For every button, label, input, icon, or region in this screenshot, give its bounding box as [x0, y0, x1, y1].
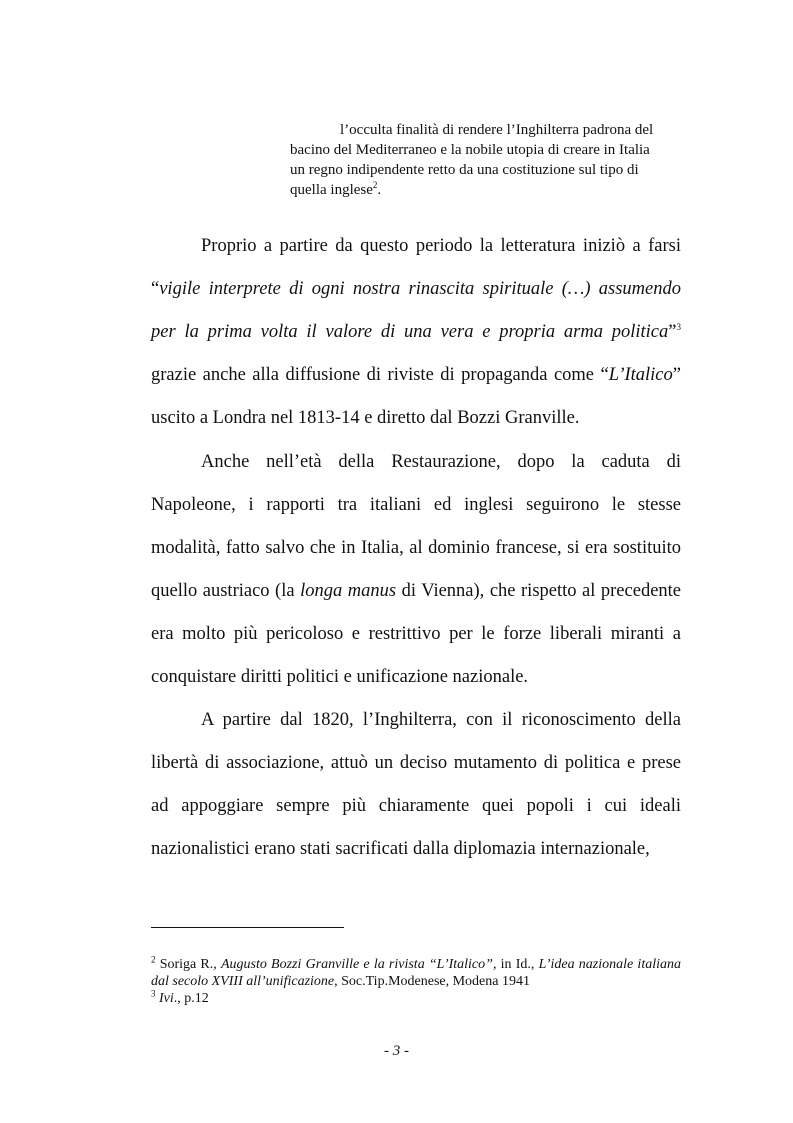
page-number: - 3 -: [384, 1043, 409, 1059]
p1-line-4: [151, 354, 681, 397]
p2-line-1-text: Anche nell’età della Restaurazione, dopo la caduta di: [201, 452, 681, 472]
p3-line-2: [151, 742, 681, 785]
footnote-2-number: 2: [151, 954, 156, 965]
p1-line-3: [151, 311, 681, 354]
p2-line-3-text: modalità, fatto salvo che in Italia, al dominio francese, si era sostituito: [151, 538, 681, 558]
p2-line-4-text: [151, 570, 681, 613]
paragraph-1: [151, 225, 681, 440]
p2-line-5-text: era molto più pericoloso e restrittivo per le forze liberali miranti a: [151, 624, 681, 644]
p1-line-4-a: grazie anche alla diffusione di riviste di propaganda come “: [151, 365, 609, 385]
open-quote: “: [151, 279, 160, 299]
quote-line-1: l’occulta finalità di rendere l’Inghilterra padrona del: [340, 122, 654, 138]
p1-line-3-text: [151, 311, 681, 354]
footnote-separator: [151, 927, 344, 928]
footnote-3-ivi: Ivi: [155, 991, 174, 1006]
close-quote: ”: [668, 322, 677, 342]
p2-line-2: [151, 484, 681, 527]
p1-line-1-text: Proprio a partire da questo periodo la letteratura iniziò a farsi: [201, 236, 681, 256]
footnote-3-number: 3: [151, 988, 156, 999]
quote-line-4: [290, 180, 680, 200]
p2-line-4-b: di Vienna), che rispetto al precedente: [396, 581, 682, 601]
p1-line-4-b: ”: [672, 365, 681, 385]
block-quote: [290, 120, 680, 200]
p3-line-1-text: A partire dal 1820, l’Inghilterra, con il riconoscimento della: [201, 710, 681, 730]
footnote-2-book: L’idea nazionale italiana dal secolo XVIII all’unificazione: [151, 957, 681, 989]
p1-line-5: uscito a Londra nel 1813-14 e diretto dal Bozzi Granville.: [151, 408, 580, 428]
paragraph-3: [151, 699, 681, 871]
p1-line-2-text: [151, 268, 681, 311]
footnote-ref-2: 2: [372, 180, 378, 190]
footnote-2-in: , in Id.,: [492, 957, 539, 972]
p2-line-2-text: Napoleone, i rapporti tra italiani ed inglesi seguirono le stesse: [151, 495, 681, 515]
footnote-3: [151, 990, 681, 1007]
p2-line-3: [151, 527, 681, 570]
p3-line-1: [151, 699, 681, 742]
footnote-2-publisher: , Soc.Tip.Modenese, Modena 1941: [334, 974, 530, 989]
footnote-ref-3: 3: [676, 321, 681, 332]
footnote-3-page: ., p.12: [173, 991, 209, 1006]
p2-line-5: [151, 613, 681, 656]
p2-line-6: conquistare diritti politici e unificazione nazionale.: [151, 667, 529, 687]
journal-title: L’Italico: [608, 365, 673, 385]
p2-line-4: [151, 570, 681, 613]
footnotes: [151, 956, 681, 1007]
p3-line-3-text: ad appoggiare sempre più chiaramente quei popoli i cui ideali: [151, 796, 681, 816]
p3-line-2-text: libertà di associazione, attuò un deciso mutamento di politica e prese: [151, 753, 681, 773]
footnote-2-title: Augusto Bozzi Granville e la rivista “L’Italico”: [220, 957, 493, 972]
p3-line-4: nazionalistici erano stati sacrificati dalla diplomazia internazionale,: [151, 839, 650, 859]
p1-line-4-text: [151, 354, 681, 397]
footnote-2-author: Soriga R.,: [155, 957, 221, 972]
footnote-2: [151, 956, 681, 990]
quoted-text-2: per la prima volta il valore di una vera e propria arma politica: [151, 322, 669, 342]
quote-period: .: [377, 182, 382, 198]
quote-line-3: un regno indipendente retto da una costituzione sul tipo di: [290, 162, 639, 178]
p1-line-2: [151, 268, 681, 311]
quote-line-2: bacino del Mediterraneo e la nobile utopia di creare in Italia: [290, 142, 650, 158]
p2-line-4-a: quello austriaco (la: [151, 581, 301, 601]
p2-line-1: [151, 441, 681, 484]
paragraph-2: [151, 441, 681, 699]
latin-phrase: longa manus: [300, 581, 397, 601]
quoted-text-1: vigile interprete di ogni nostra rinascita spirituale (…) assumendo: [159, 279, 681, 299]
quote-text-end: quella inglese: [290, 182, 373, 198]
p1-line-1: [151, 225, 681, 268]
p3-line-3: [151, 785, 681, 828]
